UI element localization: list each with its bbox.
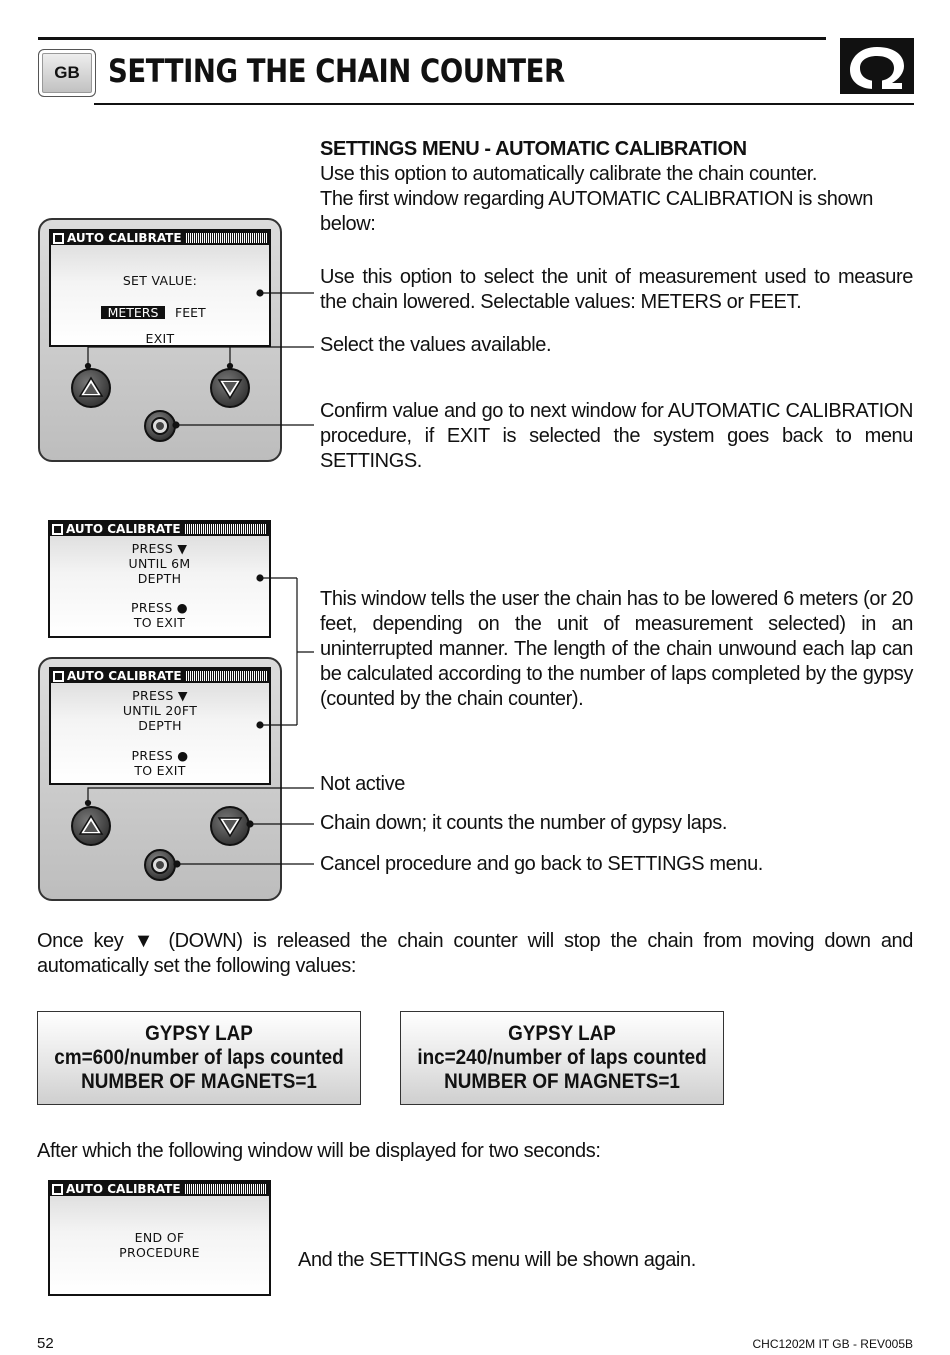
menu-square-icon: [52, 524, 63, 535]
box-line: GYPSY LAP: [508, 1022, 616, 1045]
ok-button[interactable]: [144, 410, 176, 442]
callout-confirm: Confirm value and go to next window for AUTOMATIC CALIBRATION procedure, if EXIT is selected the system goes back to menu SETTINGS.: [320, 400, 913, 472]
lcd-line: PRESS ●: [131, 748, 189, 763]
ok-button[interactable]: [144, 849, 176, 881]
lcd-dots: [186, 671, 267, 681]
lcd-line: PRESS ▼: [131, 541, 188, 556]
box-line: cm=600/number of laps counted: [54, 1046, 344, 1069]
lcd-header: [50, 522, 269, 536]
lcd-header: [50, 1182, 269, 1196]
lcd-line: DEPTH: [137, 571, 182, 586]
lcd-line: PRESS ●: [131, 600, 188, 615]
option-exit[interactable]: EXIT: [145, 331, 175, 346]
down-button[interactable]: [210, 806, 250, 846]
callout-unit: Use this option to select the unit of measurement used to measure the chain lowered. Selectable values: METERS or FEET.: [320, 266, 913, 313]
after-text: After which the following window will be displayed for two seconds:: [37, 1140, 601, 1162]
title-rule: [94, 103, 914, 105]
callout-select: Select the values available.: [320, 334, 552, 356]
menu-square-icon: [52, 1184, 63, 1195]
option-feet[interactable]: FEET: [175, 305, 206, 320]
callout-not-active: Not active: [320, 773, 405, 795]
intro-line-1: Use this option to automatically calibrate the chain counter.: [320, 163, 818, 185]
document-code: CHC1202M IT GB - REV005B: [752, 1337, 913, 1351]
option-meters[interactable]: METERS: [107, 305, 159, 320]
lcd-line: PROCEDURE: [119, 1245, 200, 1260]
lcd-header-label: AUTO CALIBRATE: [67, 231, 182, 245]
lcd-screen-3: [49, 667, 271, 785]
box-line: GYPSY LAP: [145, 1022, 253, 1045]
lcd-line: PRESS ▼: [132, 688, 188, 703]
up-arrow-icon: [73, 808, 109, 844]
callout-window: This window tells the user the chain has to be lowered 6 meters (or 20 feet, depending on the unit of measurement selected) in an uninterrupted manner. The length of the chain unwound each lap can be calculated according to the number of laps completed by the gypsy (counted by the chain counter).: [320, 588, 913, 710]
lcd-line: UNTIL 20FT: [122, 703, 198, 718]
set-value-label: SET VALUE:: [122, 273, 198, 288]
ok-circle-icon: [146, 851, 174, 879]
page-title: SETTING THE CHAIN COUNTER: [108, 52, 565, 90]
lcd-screen-4: [48, 1180, 271, 1296]
lcd-line: END OF: [134, 1230, 185, 1245]
callout-chain-down: Chain down; it counts the number of gypsy laps.: [320, 812, 727, 834]
menu-square-icon: [53, 233, 64, 244]
box-line: NUMBER OF MAGNETS=1: [444, 1070, 680, 1093]
lcd-screen-1: [49, 229, 271, 347]
up-arrow-icon: [73, 370, 109, 406]
lcd-line: DEPTH: [138, 718, 182, 733]
down-arrow-icon: [212, 370, 248, 406]
lcd-header-label: AUTO CALIBRATE: [66, 1182, 181, 1196]
lcd-line: TO EXIT: [134, 763, 186, 778]
final-text: And the SETTINGS menu will be shown again.: [298, 1249, 696, 1271]
lcd-header-label: AUTO CALIBRATE: [67, 669, 182, 683]
down-button[interactable]: [210, 368, 250, 408]
page-number: 52: [37, 1335, 54, 1352]
box-line: NUMBER OF MAGNETS=1: [81, 1070, 317, 1093]
down-arrow-icon: [212, 808, 248, 844]
lcd-screen-2: [48, 520, 271, 638]
lcd-dots: [185, 1184, 267, 1194]
device-panel-1: [38, 218, 282, 462]
lcd-header: [51, 669, 269, 683]
lcd-header-label: AUTO CALIBRATE: [66, 522, 181, 536]
ok-circle-icon: [146, 412, 174, 440]
up-button[interactable]: [71, 806, 111, 846]
lcd-header: [51, 231, 269, 245]
section-heading: SETTINGS MENU - AUTOMATIC CALIBRATION: [320, 138, 747, 160]
intro-line-2: The first window regarding AUTOMATIC CALIBRATION is shown below:: [320, 188, 873, 235]
lcd-line: UNTIL 6M: [128, 556, 191, 571]
language-badge: GB: [38, 49, 96, 97]
once-key-text: Once key ▼ (DOWN) is released the chain counter will stop the chain from moving down and automatically set the following values:: [37, 930, 913, 977]
lcd-dots: [186, 233, 267, 243]
device-panel-2: [38, 657, 282, 901]
metric-values-box: [37, 1011, 361, 1105]
lcd-dots: [185, 524, 267, 534]
up-button[interactable]: [71, 368, 111, 408]
quick-logo-icon: [840, 38, 914, 94]
lcd-line: TO EXIT: [133, 615, 186, 630]
imperial-values-box: [400, 1011, 724, 1105]
menu-square-icon: [53, 671, 64, 682]
callout-cancel: Cancel procedure and go back to SETTINGS menu.: [320, 853, 763, 875]
top-rule: [38, 37, 826, 40]
box-line: inc=240/number of laps counted: [417, 1046, 707, 1069]
